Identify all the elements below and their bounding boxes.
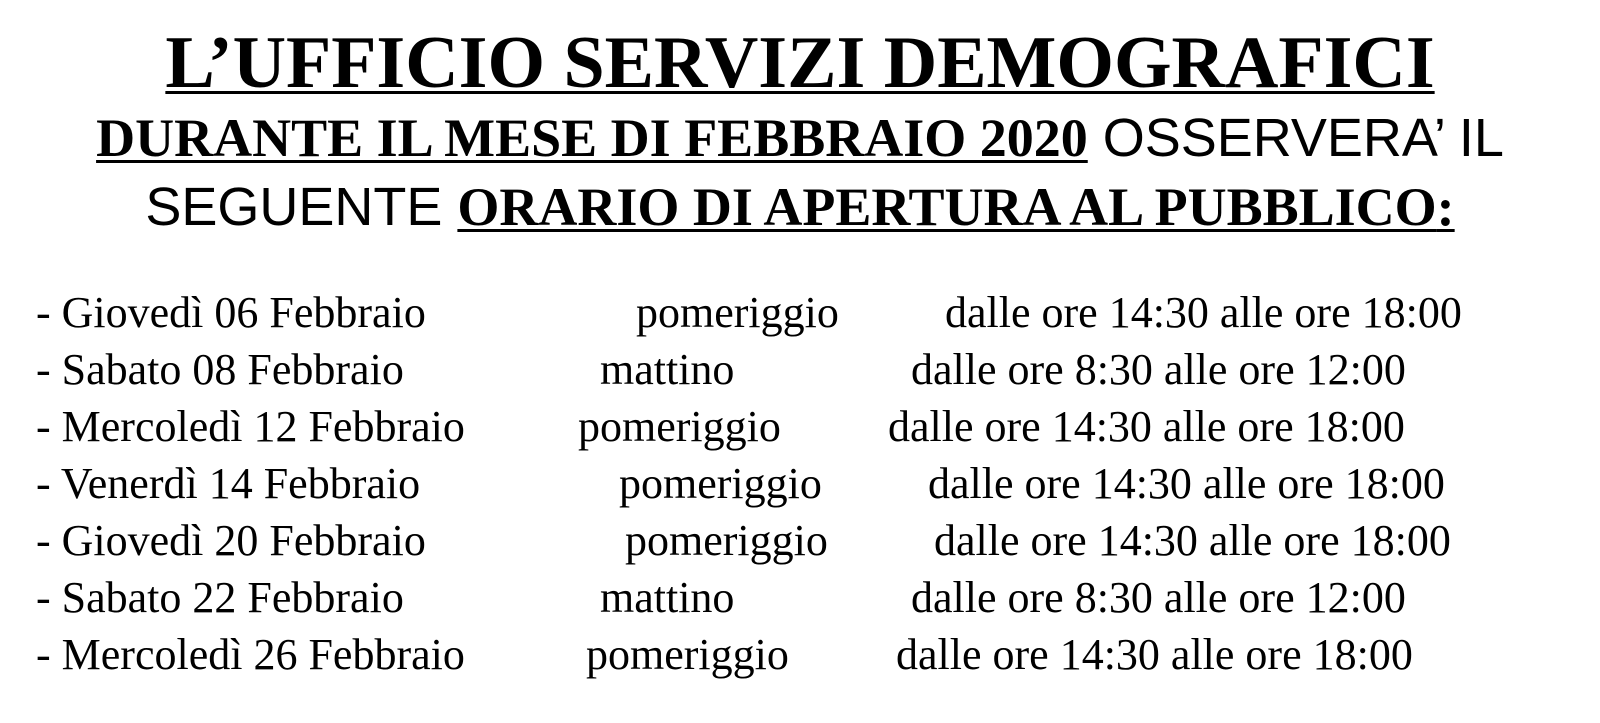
schedule-period: mattino (600, 573, 735, 622)
notice-subtitle-text-1: OSSERVERA’ IL (1087, 108, 1504, 168)
schedule-day: - Venerdì 14 Febbraio (36, 459, 421, 508)
schedule-day: - Mercoledì 26 Febbraio (36, 630, 465, 679)
schedule-period: mattino (600, 345, 735, 394)
schedule-row (0, 399, 1600, 455)
schedule-day: - Sabato 22 Febbraio (36, 573, 404, 622)
schedule-hours: dalle ore 14:30 alle ore 18:00 (896, 630, 1413, 679)
schedule-row (0, 285, 1600, 341)
schedule-hours: dalle ore 14:30 alle ore 18:00 (934, 516, 1451, 565)
schedule-hours: dalle ore 14:30 alle ore 18:00 (888, 402, 1405, 451)
schedule-period: pomeriggio (586, 630, 789, 679)
schedule-day: - Sabato 08 Febbraio (36, 345, 404, 394)
notice-subtitle-line-1 (0, 107, 1600, 169)
schedule-row (0, 570, 1600, 626)
notice-subtitle-text-2: SEGUENTE (145, 177, 458, 237)
schedule-period: pomeriggio (636, 288, 839, 337)
schedule-day: - Giovedì 20 Febbraio (36, 516, 426, 565)
notice-title: L’UFFICIO SERVIZI DEMOGRAFICI (165, 22, 1435, 104)
schedule-row (0, 513, 1600, 569)
schedule-row (0, 627, 1600, 683)
notice-month-heading: DURANTE IL MESE DI FEBBRAIO 2020 (96, 108, 1088, 168)
schedule-hours: dalle ore 14:30 alle ore 18:00 (928, 459, 1445, 508)
schedule-row (0, 456, 1600, 512)
schedule-day: - Giovedì 06 Febbraio (36, 288, 426, 337)
schedule-period: pomeriggio (625, 516, 828, 565)
notice-colon: : (1436, 177, 1455, 237)
schedule-hours: dalle ore 8:30 alle ore 12:00 (911, 573, 1406, 622)
schedule-period: pomeriggio (578, 402, 781, 451)
schedule-day: - Mercoledì 12 Febbraio (36, 402, 465, 451)
schedule-period: pomeriggio (619, 459, 822, 508)
notice-hours-heading: ORARIO DI APERTURA AL PUBBLICO (457, 177, 1437, 237)
schedule-hours: dalle ore 14:30 alle ore 18:00 (945, 288, 1462, 337)
notice-subtitle-line-2 (0, 176, 1600, 238)
schedule-row (0, 342, 1600, 398)
schedule-hours: dalle ore 8:30 alle ore 12:00 (911, 345, 1406, 394)
